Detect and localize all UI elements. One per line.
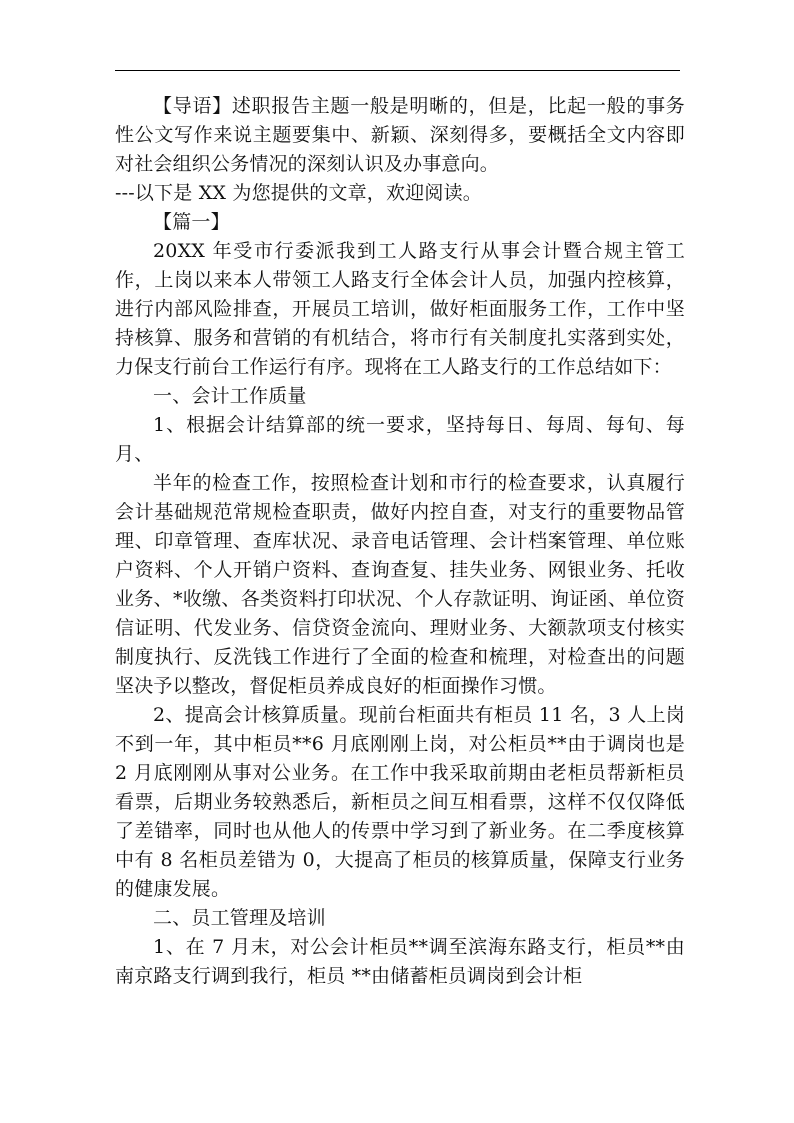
intro-paragraph: 【导语】述职报告主题一般是明晰的，但是，比起一般的事务性公文写作来说主题要集中、新颖、深刻得多，要概括全文内容即对社会组织公务情况的深刻认识及办事意向。 (115, 95, 685, 175)
section-heading-accounting-quality: 一、会计工作质量 (153, 385, 307, 407)
header-rule (115, 70, 680, 71)
section-heading-staff-training: 二、员工管理及培训 (153, 907, 326, 929)
body-paragraph: 1、根据会计结算部的统一要求，坚持每日、每周、每旬、每月、 (115, 414, 685, 465)
section-title: 【篇一】 (153, 211, 230, 233)
body-paragraph: 半年的检查工作，按照检查计划和市行的检查要求，认真履行会计基础规范常规检查职责，做好内控自查，对支行的重要物品管理、印章管理、查库状况、录音电话管理、会计档案管理、单位账户资料、个人开销户资料、查询查复、挂失业务、网银业务、托收业务、*收缴、各类资料打印状况、个人存款证明、询证函、单位资信证明、代发业务、信贷资金流向、理财业务、大额款项支付核实制度执行、反洗钱工作进行了全面的检查和梳理，对检查出的问题坚决予以整改，督促柜员养成良好的柜面操作习惯。 (115, 472, 685, 697)
intro-note-paragraph: ---以下是 XX 为您提供的文章，欢迎阅读。 (115, 182, 482, 204)
body-paragraph: 1、在 7 月末，对公会计柜员**调至滨海东路支行，柜员**由南京路支行调到我行，柜员 **由储蓄柜员调岗到会计柜 (115, 936, 685, 987)
document-body (115, 92, 685, 991)
body-paragraph: 20XX 年受市行委派我到工人路支行从事会计暨合规主管工作，上岗以来本人带领工人路支行全体会计人员，加强内控核算，进行内部风险排查，开展员工培训，做好柜面服务工作，工作中坚持核算、服务和营销的有机结合，将市行有关制度扎实落到实处，力保支行前台工作运行有序。现将在工人路支行的工作总结如下： (115, 240, 685, 378)
body-paragraph: 2、提高会计核算质量。现前台柜面共有柜员 11 名，3 人上岗不到一年，其中柜员**6 月底刚刚上岗，对公柜员**由于调岗也是 2 月底刚刚从事对公业务。在工作中我采取前期由老柜员帮新柜员看票，后期业务较熟悉后，新柜员之间互相看票，这样不仅仅降低了差错率，同时也从他人的传票中学习到了新业务。在二季度核算中有 8 名柜员差错为 0，大提高了柜员的核算质量，保障支行业务的健康发展。 (115, 704, 685, 900)
